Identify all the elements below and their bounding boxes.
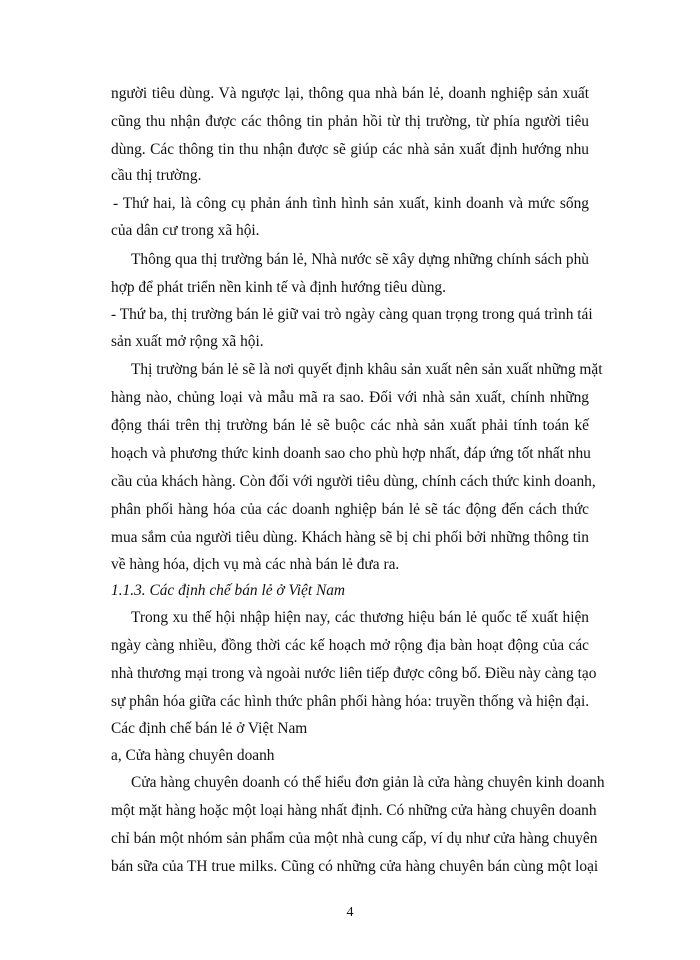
text-line: dùng. Các thông tin thu nhận được sẽ giúp các nhà sản xuất định hướng nhu [111, 141, 589, 158]
page-number: 4 [346, 905, 354, 920]
text-line: cầu thị trường. [111, 167, 202, 184]
text-line: sự phân hóa giữa các hình thức phân phối hàng hóa: truyền thống và hiện đại. [111, 693, 590, 710]
text-line: một mặt hàng hoặc một loại hàng nhất định. Có những cửa hàng chuyên doanh [111, 802, 597, 819]
text-line: Thông qua thị trường bán lẻ, Nhà nước sẽ xây dựng những chính sách phù [131, 251, 589, 268]
text-line: bán sữa của TH true milks. Cũng có những cửa hàng chuyên bán cùng một loại [111, 858, 599, 875]
subheading: a, Cửa hàng chuyên doanh [111, 747, 275, 764]
text-line: nhà thương mại trong và ngoài nước liên tiếp được công bố. Điều này càng tạo [111, 665, 597, 682]
text-line: hợp để phát triển nền kinh tế và định hướng tiêu dùng. [111, 279, 446, 296]
text-line: động thái trên thị trường bán lẻ sẽ buộc các nhà sản xuất phải tính toán kế [111, 417, 589, 434]
text-line: hoạch và phương thức kinh doanh sao cho phù hợp nhất, đáp ứng tốt nhất nhu [111, 445, 591, 462]
text-line: Thị trường bán lẻ sẽ là nơi quyết định khâu sản xuất nên sản xuất những mặt [131, 361, 603, 378]
subheading: Các định chế bán lẻ ở Việt Nam [111, 720, 308, 737]
text-line: hàng nào, chủng loại và mẫu mã ra sao. Đối với nhà sản xuất, chính những [111, 389, 589, 406]
text-line: sản xuất mở rộng xã hội. [111, 333, 264, 350]
section-heading: 1.1.3. Các định chế bán lẻ ở Việt Nam [111, 582, 346, 599]
text-line: - Thứ hai, là công cụ phản ánh tình hình sản xuất, kinh doanh và mức sống [113, 195, 589, 212]
text-line: cầu của khách hàng. Còn đối với người tiêu dùng, chính cách thức kinh doanh, [111, 473, 596, 490]
text-line: người tiêu dùng. Và ngược lại, thông qua nhà bán lẻ, doanh nghiệp sản xuất [111, 85, 589, 102]
text-line: về hàng hóa, dịch vụ mà các nhà bán lẻ đưa ra. [111, 556, 400, 573]
text-line: mua sắm của người tiêu dùng. Khách hàng sẽ bị chi phối bởi những thông tin [111, 529, 589, 546]
text-line: cũng thu nhận được các thông tin phản hồi từ thị trường, từ phía người tiêu [111, 113, 589, 130]
text-line: chỉ bán một nhóm sản phẩm của một nhà cung cấp, ví dụ như cửa hàng chuyên [111, 830, 598, 847]
text-line: Cửa hàng chuyên doanh có thể hiểu đơn giản là cửa hàng chuyên kinh doanh [131, 774, 605, 791]
text-line: - Thứ ba, thị trường bán lẻ giữ vai trò ngày càng quan trọng trong quá trình tái [111, 306, 593, 323]
text-line: phân phối hàng hóa của các doanh nghiệp bán lẻ sẽ tác động đến cách thức [111, 501, 589, 518]
text-line: của dân cư trong xã hội. [111, 222, 260, 239]
text-line: Trong xu thế hội nhập hiện nay, các thương hiệu bán lẻ quốc tế xuất hiện [131, 609, 589, 626]
text-line: ngày càng nhiều, đồng thời các kế hoạch mở rộng địa bàn hoạt động của các [111, 637, 589, 654]
